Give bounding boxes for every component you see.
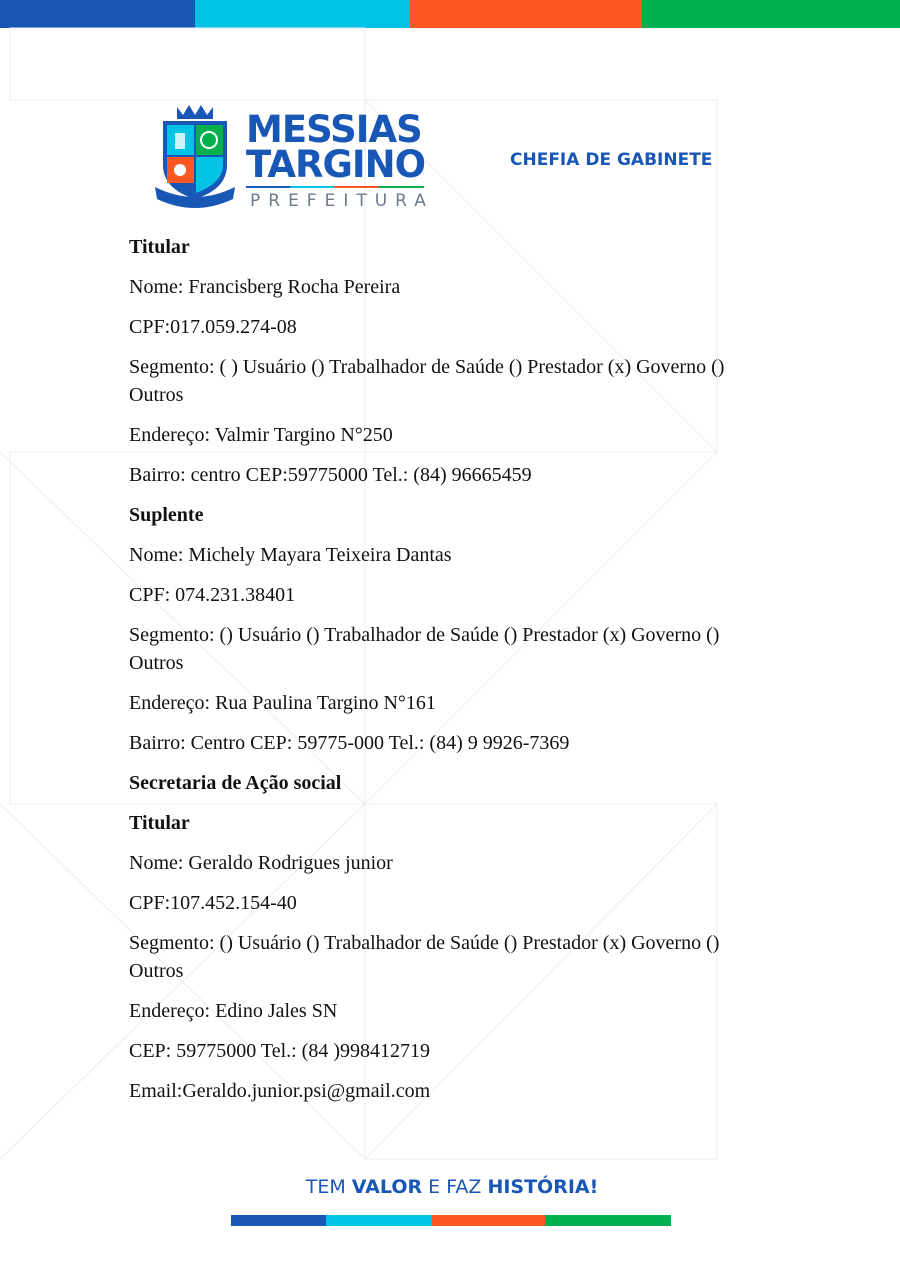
field-line: Nome: Francisberg Rocha Pereira bbox=[129, 276, 401, 298]
document-body bbox=[129, 233, 769, 1117]
bottom-bar-green bbox=[545, 1215, 671, 1226]
letterhead bbox=[153, 103, 733, 215]
top-color-bar bbox=[0, 0, 900, 28]
section-heading: Titular bbox=[129, 812, 190, 834]
bottom-bar-orange bbox=[432, 1215, 545, 1226]
field-line: Segmento: () Usuário () Trabalhador de Saúde () Prestador (x) Governo () Outros bbox=[129, 932, 720, 982]
field-line: CPF:017.059.274-08 bbox=[129, 316, 297, 338]
field-line: Bairro: centro CEP:59775000 Tel.: (84) 96665459 bbox=[129, 464, 532, 486]
field-line: Endereço: Edino Jales SN bbox=[129, 1000, 338, 1022]
field-line: Bairro: Centro CEP: 59775-000 Tel.: (84) 9 9926-7369 bbox=[129, 732, 570, 754]
field-line: Segmento: () Usuário () Trabalhador de Saúde () Prestador (x) Governo () Outros bbox=[129, 624, 720, 674]
brand-name-line1: MESSIAS bbox=[246, 108, 422, 151]
slogan-part2: VALOR bbox=[351, 1176, 423, 1198]
footer-slogan bbox=[0, 1176, 900, 1198]
brand-name-line2: TARGINO bbox=[246, 143, 426, 186]
section-heading: Titular bbox=[129, 236, 190, 258]
field-line: Email:Geraldo.junior.psi@gmail.com bbox=[129, 1080, 431, 1102]
slogan-part3: E FAZ bbox=[422, 1176, 488, 1198]
field-line: CEP: 59775000 Tel.: (84 )998412719 bbox=[129, 1040, 431, 1062]
field-line: Nome: Geraldo Rodrigues junior bbox=[129, 852, 393, 874]
top-bar-orange bbox=[410, 0, 642, 28]
brand-subtitle: PREFEITURA bbox=[250, 191, 434, 211]
slogan-part4: HISTÓRIA! bbox=[487, 1176, 599, 1198]
department-title: CHEFIA DE GABINETE bbox=[510, 150, 713, 170]
bottom-bar-blue bbox=[231, 1215, 326, 1226]
field-line: Nome: Michely Mayara Teixeira Dantas bbox=[129, 544, 452, 566]
field-line: Endereço: Rua Paulina Targino N°161 bbox=[129, 692, 436, 714]
top-bar-blue bbox=[0, 0, 195, 28]
section-heading: Suplente bbox=[129, 504, 204, 526]
slogan-part1: TEM bbox=[305, 1176, 352, 1198]
municipal-crest-icon bbox=[153, 103, 237, 211]
top-bar-cyan bbox=[195, 0, 410, 28]
field-line: Endereço: Valmir Targino N°250 bbox=[129, 424, 393, 446]
field-line: CPF:107.452.154-40 bbox=[129, 892, 297, 914]
section-heading: Secretaria de Ação social bbox=[129, 772, 342, 794]
field-line: CPF: 074.231.38401 bbox=[129, 584, 296, 606]
bottom-bar-cyan bbox=[326, 1215, 432, 1226]
field-line: Segmento: ( ) Usuário () Trabalhador de Saúde () Prestador (x) Governo () Outros bbox=[129, 356, 725, 406]
top-bar-green bbox=[642, 0, 900, 28]
bottom-color-bar bbox=[231, 1215, 671, 1226]
brand-color-rule bbox=[246, 186, 424, 188]
